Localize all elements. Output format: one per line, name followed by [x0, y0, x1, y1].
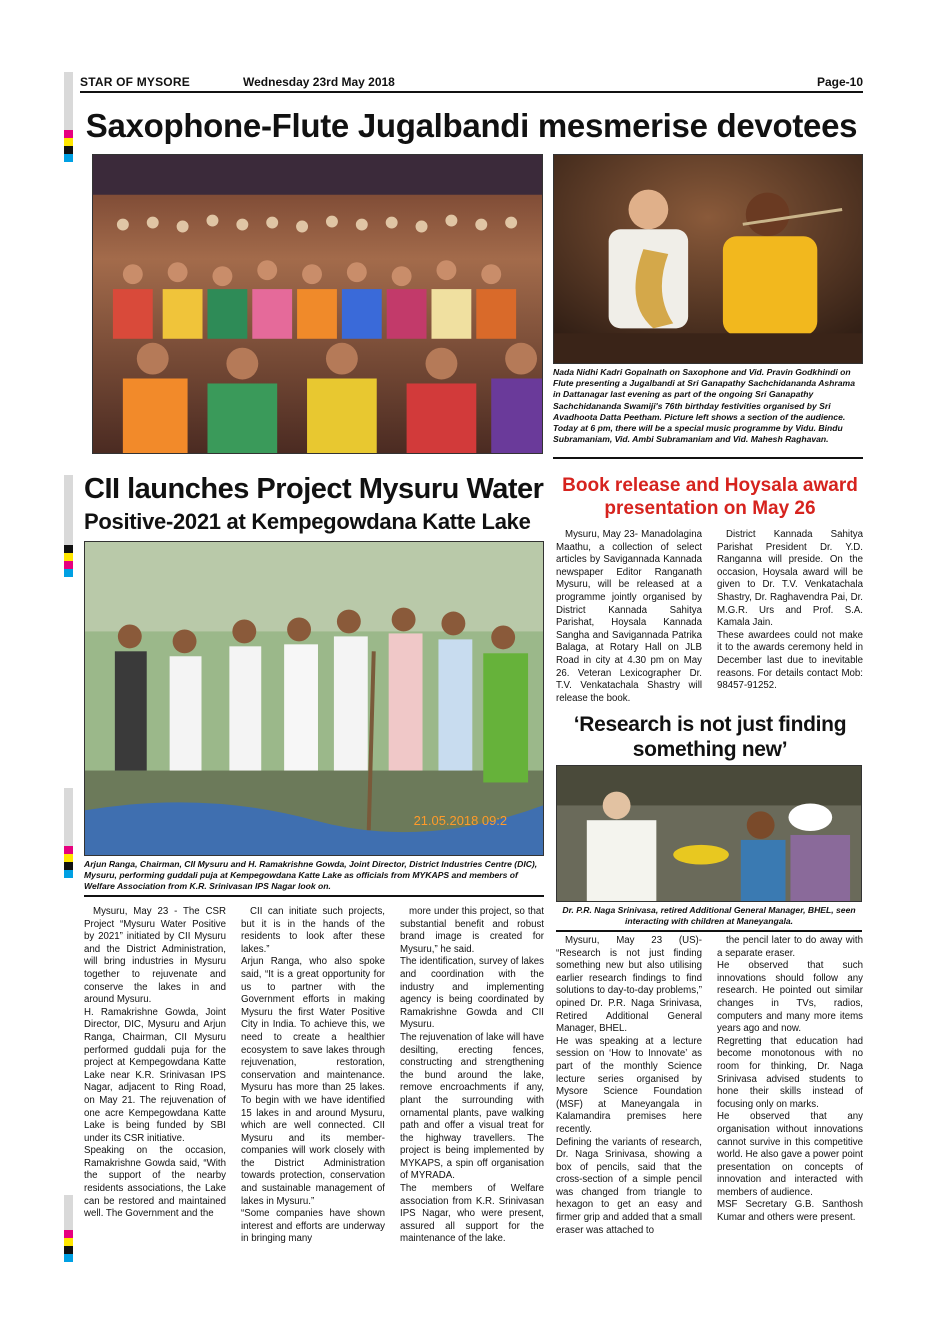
registration-marks-4: [64, 1230, 73, 1262]
research-column-1: [556, 935, 702, 1237]
photo-musicians-icon: [553, 154, 863, 364]
cii-col1-text: Mysuru, May 23 - The CSR Project “Mysuru Water Positive by 2021” initiated by CII Mysuru and the District Administration, will bring industries in Mysuru together to rejuvenate and conserve the lakes in and around Mysuru. H. Ramakrishne Gowda, Joint Director, DIC, Mysuru and Arjun Ranga, Chairman, CII Mysuru performed guddali puja for the project at Kempegowdana Katte Lake near K.R. Srinivasan IPS Nagar, adjacent to Ring Road, on May 21. The rejuvenation of one acre Kempegowdana Katte Lake is being funded by SBI under its CSR initiative. Speaking on the occasion, Ramakrishne Gowda said, “With the support of the nearby residents associations, the Lake can be restored and maintained well. The Government and the: [84, 906, 226, 1220]
caption-music-rule: [553, 457, 863, 459]
masthead: [80, 73, 863, 93]
cii-column-2: [241, 906, 385, 1246]
photo-audience-icon: [92, 154, 543, 454]
cii-caption: Arjun Ranga, Chairman, CII Mysuru and H. Ramakrishne Gowda, Joint Director, District Industries Centre (DIC), Mysuru, performing guddali puja at Kempegowdana Katte Lake as officials from MYKAPS and members of Welfare Association from K.R. Srinivasan IPS Nagar look on.: [84, 859, 538, 892]
research-col1-text: Mysuru, May 23 (US)- “Research is not just finding something new but also utilising earlier research findings to find solutions to day-to-day problems,” opined Dr. P.R. Naga Srinivasa, Retired Additional General Manager, BHEL. He was speaking at a lecture session on ‘How to Innovate’ as part of the monthly Science lecture series organised by Mysore Science Foundation (MSF) at Maneyangala in Kalamandira premises here recently. Defining the variants of research, Dr. Naga Srinivasa, showing a box of pencils, said that the cross-section of a simple pencil was changed from triangle to hexagon to get an easy and firmer grip and added that a small eraser was attached to: [556, 935, 702, 1236]
cii-col3-text: more under this project, so that substantial benefit and robust brand image is created for Mysuru,” he said. The identification, survey of lakes and coordination with the industry and implementing agency is being coordinated by Ramakrishne Gowda and CII Mysuru. The rejuvenation of lake will have desilting, erecting fences, constructing and strengthening the bund around the lake, remove encroachments if any, plant the surrounding with ornamental plants, pave walking path and offer a visual treat for the highway travellers. The project is being implemented by MYKAPS, a spin off organisation of MYRADA. The members of Welfare association from K.R. Srinivasan IPS Nagar, who were present, assured all support for the maintenance of the lake.: [400, 906, 544, 1245]
research-caption-rule: [556, 930, 862, 932]
main-headline: Saxophone-Flute Jugalbandi mesmerise devotees: [85, 107, 858, 144]
book-headline: Book release and Hoysala award presentation on May 26: [562, 475, 858, 519]
photo-lake-ceremony-icon: [84, 541, 544, 856]
cii-col2-text: CII can initiate such projects, but it is in the hands of the residents to look after these lakes.” Arjun Ranga, who also spoke said, “It is a great opportunity for us to partner with the Government efforts in making Mysuru the first Water Positive City in India. To achieve this, we need to create a healthier ecosystem to save lakes through rejuvenation, restoration, conservation and maintenance. Mysuru has more than 25 lakes. To begin with we have identified 15 lakes in and around Mysuru, which are well connected. CII Mysuru and its member-companies will work closely with the District Administration towards protection, conservation and sustainable management of lakes in Mysuru.” “Some companies have shown interest and efforts are underway in bringing many: [241, 906, 385, 1245]
photo-lecture-icon: [556, 765, 862, 902]
margin-strip-top: [64, 72, 73, 130]
page-number: Page-10: [816, 75, 863, 89]
book-col1-text: Mysuru, May 23- Manadolagina Maathu, a collection of select articles by Savigannada Kannada newspaper Editor Ranganath Mysuru, will be released at a programme jointly organised by District Kannada Sahitya Parishat, Hoysala Kannada Sangha and Savigannada Patrika Balaga, at Rotary Hall on JLB Road in city at 4.30 pm on May 26. Veteran Lexicographer Dr. T.V. Venkatachala Shastry will release the book.: [556, 529, 702, 704]
margin-strip-bottom: [64, 1195, 73, 1230]
paper-name: STAR OF MYSORE: [80, 75, 190, 89]
cii-column-3: [400, 906, 544, 1246]
cii-headline-1: CII launches Project Mysuru Water: [84, 473, 544, 505]
book-column-2: [717, 529, 863, 693]
research-col2-text: the pencil later to do away with a separate eraser. He observed that such innovations should follow any research. He pointed out similar changes in TVs, radios, computers and many more items years ago and now. Regretting that education had become monotonous with no room for thinking, Dr. Naga Srinivasa advised students to hone their skills instead of focusing only on marks. He observed that any organisation without innovations cannot survive in this competitive world. He also gave a power point presentation on concepts of innovation and interacted with members of audience. MSF Secretary G.B. Santhosh Kumar and others were present.: [717, 935, 863, 1224]
research-caption: Dr. P.R. Naga Srinivasa, retired Additional General Manager, BHEL, seen interacting with children at Maneyangala.: [562, 905, 856, 927]
cii-column-1: [84, 906, 226, 1221]
issue-date: Wednesday 23rd May 2018: [243, 75, 395, 89]
caption-music: Nada Nidhi Kadri Gopalnath on Saxophone and Vid. Pravin Godkhindi on Flute presenting a Jugalbandi at Sri Ganapathy Sachchidananda Ashrama in Dattanagar last evening as part of the ongoing Sri Ganapathy Sachchidananda Swamiji's 76th birthday festivities organised by Sri Avadhoota Datta Peetham. Picture left shows a section of the audience. Today at 6 pm, there will be a special music programme by Vidu. Bindu Subramaniam, Vid. Ambi Subramaniam and Vid. Mahesh Raghavan.: [553, 367, 855, 445]
registration-marks-2: [64, 545, 73, 577]
book-column-1: [556, 529, 702, 705]
book-col2-text: District Kannada Sahitya Parishat President Dr. Y.D. Ranganna will preside. On the occasion, Hoysala award will be given to Dr. T.V. Venkatachala Shastry, Dr. Raghavendra Pai, Dr. M.G.R. Urs and Prof. S.A. Kamala Jain. These awardees could not make it to the awards ceremony held in December last due to inevitable reasons. For details contact Mob: 98457-91252.: [717, 529, 863, 692]
research-headline: ‘Research is not just finding something new’: [573, 713, 847, 761]
margin-strip-mid1: [64, 475, 73, 545]
cii-caption-rule: [84, 895, 544, 897]
research-column-2: [717, 935, 863, 1225]
cii-headline-2: Positive-2021 at Kempegowdana Katte Lake: [84, 509, 531, 534]
photo-timestamp: 21.05.2018 09:2: [413, 813, 508, 829]
margin-strip-mid2: [64, 788, 73, 846]
registration-marks-3: [64, 846, 73, 878]
registration-marks-1: [64, 130, 73, 162]
